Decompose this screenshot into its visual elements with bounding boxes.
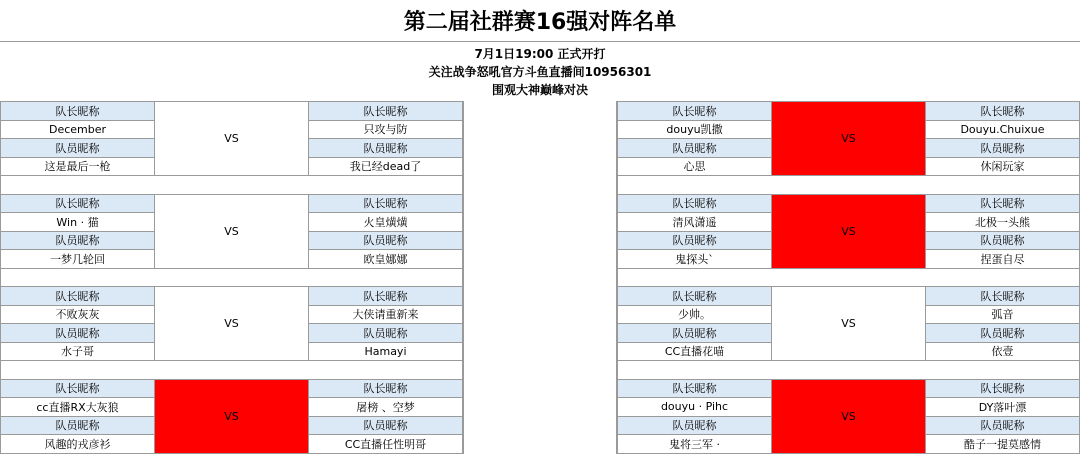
event-info — [0, 41, 1080, 101]
captain-name-a: 不败灰灰 — [0, 305, 155, 325]
member-name-a: 鬼将三军 · — [617, 434, 772, 454]
info-line-stream: 关注战争怒吼官方斗鱼直播间10956301 — [428, 65, 652, 79]
vs-badge: VS — [154, 379, 309, 454]
captain-header-b: 队长昵称 — [925, 194, 1080, 214]
vs-badge: VS — [154, 101, 309, 176]
vs-badge: VS — [154, 194, 309, 269]
captain-name-b: 大侠请重新来 — [308, 305, 463, 325]
member-name-a: 这是最后一枪 — [0, 157, 155, 177]
member-header-a: 队员昵称 — [0, 138, 155, 158]
member-header-a: 队员昵称 — [0, 323, 155, 343]
captain-name-a: cc直播RX大灰狼 — [0, 397, 155, 417]
member-header-b: 队员昵称 — [308, 416, 463, 436]
captain-name-b: 北极一头熊 — [925, 212, 1080, 232]
captain-name-a: douyu凯撒 — [617, 120, 772, 140]
captain-header-a: 队长昵称 — [0, 101, 155, 121]
captain-name-b: 火皇熿熿 — [308, 212, 463, 232]
member-header-a: 队员昵称 — [617, 416, 772, 436]
captain-header-b: 队长昵称 — [925, 379, 1080, 399]
member-header-a: 队员昵称 — [0, 416, 155, 436]
row-separator — [0, 360, 463, 380]
captain-name-b: DY落叶漂 — [925, 397, 1080, 417]
member-header-a: 队员昵称 — [617, 138, 772, 158]
captain-name-a: 清风潇遥 — [617, 212, 772, 232]
vs-badge: VS — [771, 379, 926, 454]
member-header-b: 队员昵称 — [925, 416, 1080, 436]
captain-name-a: douyu · Pihc — [617, 397, 772, 417]
row-separator — [617, 268, 1080, 288]
row-separator — [0, 268, 463, 288]
captain-name-a: Win · 猫 — [0, 212, 155, 232]
captain-header-b: 队长昵称 — [925, 286, 1080, 306]
member-name-b: 我已经dead了 — [308, 157, 463, 177]
captain-name-a: 少帅。 — [617, 305, 772, 325]
member-header-b: 队员昵称 — [308, 231, 463, 251]
member-header-b: 队员昵称 — [925, 138, 1080, 158]
captain-name-a: December — [0, 120, 155, 140]
member-name-b: 休闲玩家 — [925, 157, 1080, 177]
member-header-a: 队员昵称 — [0, 231, 155, 251]
captain-name-b: 弧音 — [925, 305, 1080, 325]
info-line-time: 7月1日19:00 正式开打 — [474, 47, 606, 61]
row-separator — [617, 360, 1080, 380]
vs-badge: VS — [771, 101, 926, 176]
member-header-a: 队员昵称 — [617, 231, 772, 251]
row-separator — [617, 175, 1080, 195]
captain-header-b: 队长昵称 — [308, 379, 463, 399]
member-name-b: CC直播任性明哥 — [308, 434, 463, 454]
member-name-a: 水子哥 — [0, 342, 155, 362]
member-name-a: 一梦几轮回 — [0, 249, 155, 269]
captain-name-b: 只攻与防 — [308, 120, 463, 140]
member-name-b: 酷子一提莫感情 — [925, 434, 1080, 454]
member-header-a: 队员昵称 — [617, 323, 772, 343]
captain-header-a: 队长昵称 — [0, 286, 155, 306]
member-name-a: 鬼探头` — [617, 249, 772, 269]
info-line-tagline: 围观大神巅峰对决 — [491, 83, 588, 97]
center-divider-column — [463, 101, 617, 454]
member-name-b: 欧皇娜娜 — [308, 249, 463, 269]
vs-badge: VS — [154, 286, 309, 361]
captain-name-b: Douyu.Chuixue — [925, 120, 1080, 140]
member-name-a: 心思 — [617, 157, 772, 177]
member-header-b: 队员昵称 — [925, 323, 1080, 343]
page-title: 第二届社群赛16强对阵名单 — [0, 0, 1080, 42]
captain-header-b: 队长昵称 — [308, 194, 463, 214]
captain-header-a: 队长昵称 — [0, 379, 155, 399]
captain-header-a: 队长昵称 — [617, 101, 772, 121]
vs-badge: VS — [771, 194, 926, 269]
member-name-b: Hamayi — [308, 342, 463, 362]
row-separator — [0, 175, 463, 195]
captain-header-a: 队长昵称 — [617, 286, 772, 306]
member-name-b: 捏蛋自尽 — [925, 249, 1080, 269]
member-header-b: 队员昵称 — [308, 323, 463, 343]
member-header-b: 队员昵称 — [925, 231, 1080, 251]
member-name-a: 风趣的戎彦衫 — [0, 434, 155, 454]
member-name-a: CC直播花喵 — [617, 342, 772, 362]
member-header-b: 队员昵称 — [308, 138, 463, 158]
captain-header-b: 队长昵称 — [925, 101, 1080, 121]
captain-header-b: 队长昵称 — [308, 286, 463, 306]
captain-header-a: 队长昵称 — [617, 194, 772, 214]
captain-header-a: 队长昵称 — [617, 379, 772, 399]
member-name-b: 依壹 — [925, 342, 1080, 362]
captain-header-b: 队长昵称 — [308, 101, 463, 121]
vs-badge: VS — [771, 286, 926, 361]
captain-header-a: 队长昵称 — [0, 194, 155, 214]
captain-name-b: 屠榜 、空梦 — [308, 397, 463, 417]
